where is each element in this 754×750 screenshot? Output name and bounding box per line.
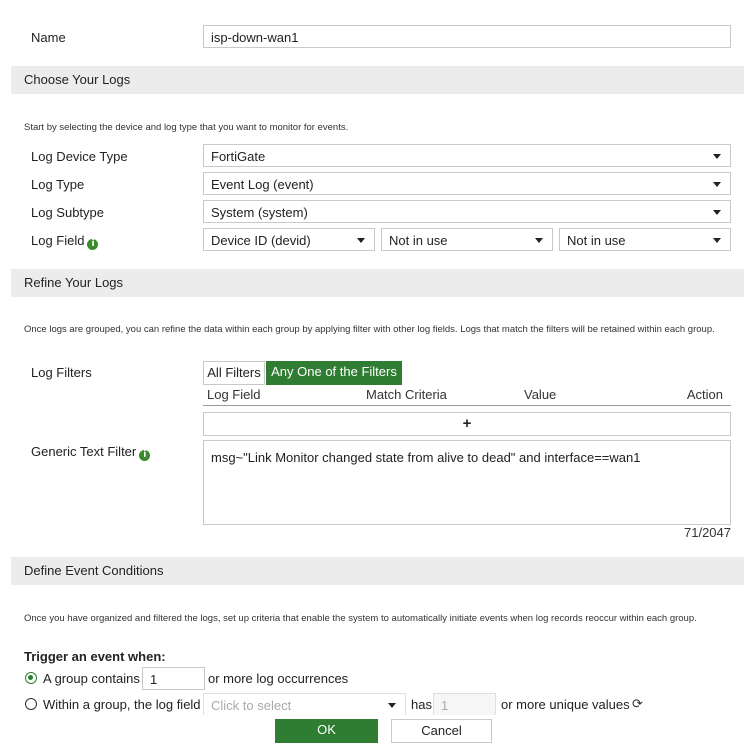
tab-all-filters[interactable]: All Filters [203,361,265,385]
log-field-select-1[interactable]: Device ID (devid) [203,228,375,251]
char-counter: 71/2047 [684,525,731,540]
choose-logs-help: Start by selecting the device and log type that you want to monitor for events. [24,122,349,133]
within-group-label: Within a group, the log field [43,697,201,712]
log-field-select-2[interactable]: Not in use [381,228,553,251]
name-label: Name [31,30,66,45]
radio-group-contains[interactable] [25,672,37,684]
column-value: Value [524,387,557,402]
refine-logs-help: Once logs are grouped, you can refine the data within each group by applying filter with other log fields. Logs that match the filters will be retained within each group. [24,324,715,335]
column-action: Action [686,387,723,402]
filter-table-header [203,387,731,406]
log-field-label: Log Field i [31,233,98,250]
log-subtype-select[interactable]: System (system) [203,200,731,223]
info-icon[interactable]: i [87,239,98,250]
unique-values-suffix: or more unique values [501,697,630,712]
refresh-icon[interactable]: ⟳ [632,696,643,711]
log-subtype-label: Log Subtype [31,205,105,220]
log-field-select-3[interactable]: Not in use [559,228,731,251]
occurrence-suffix: or more log occurrences [208,671,349,686]
name-input[interactable]: isp-down-wan1 [203,25,731,48]
section-header-event-conditions: Define Event Conditions [11,557,744,585]
radio-unique-values[interactable] [25,698,37,710]
unique-count-input[interactable]: 1 [433,693,496,716]
has-label: has [411,697,432,712]
ok-button[interactable]: OK [275,719,378,743]
column-log-field: Log Field [207,387,261,402]
log-device-type-select[interactable]: FortiGate [203,144,731,167]
occurrence-count-input[interactable]: 1 [142,667,205,690]
section-header-choose-logs: Choose Your Logs [11,66,744,94]
trigger-label: Trigger an event when: [24,649,166,664]
log-field-select-disabled[interactable]: Click to select [203,693,406,716]
event-conditions-help: Once you have organized and filtered the logs, set up criteria that enable the system to automatically initiate events when log records reoccur within each group. [24,613,697,624]
column-match-criteria: Match Criteria [366,387,447,402]
cancel-button[interactable]: Cancel [391,719,492,743]
generic-text-filter-textarea[interactable]: msg~"Link Monitor changed state from alive to dead" and interface==wan1 [203,440,731,525]
group-contains-label: A group contains [43,671,140,686]
log-type-select[interactable]: Event Log (event) [203,172,731,195]
tab-any-one-filter[interactable]: Any One of the Filters [266,361,402,385]
add-filter-button[interactable]: + [203,412,731,436]
log-device-type-label: Log Device Type [31,149,128,164]
generic-text-filter-label: Generic Text Filter i [31,444,150,461]
info-icon[interactable]: i [139,450,150,461]
log-filters-label: Log Filters [31,365,92,380]
log-type-label: Log Type [31,177,85,192]
section-header-refine-logs: Refine Your Logs [11,269,744,297]
